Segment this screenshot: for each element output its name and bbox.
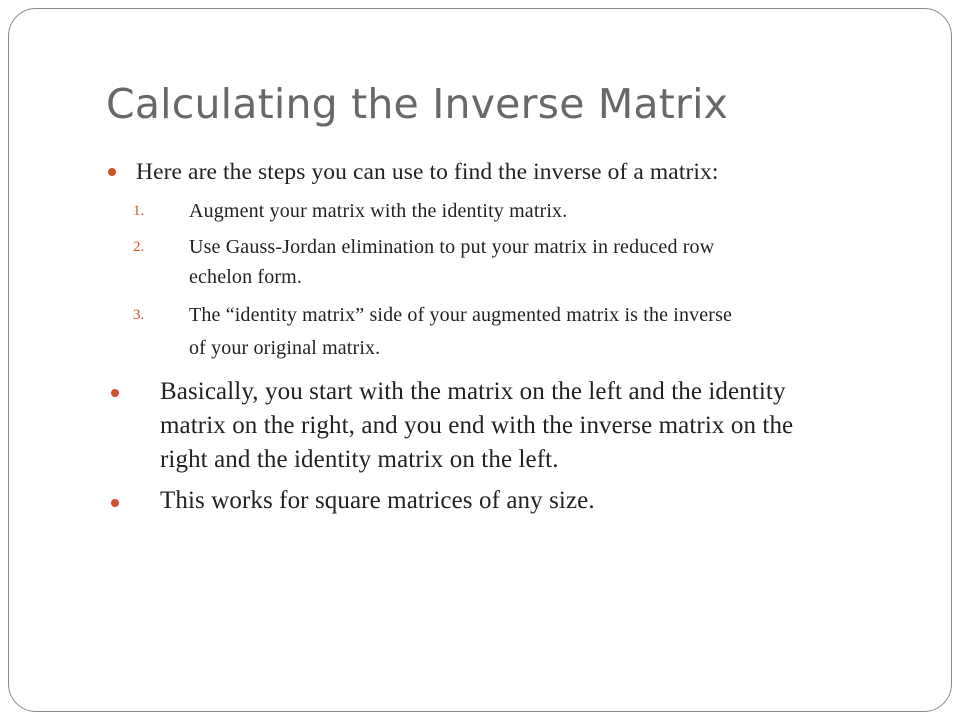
bullet-text: This works for square matrices of any size. <box>160 487 595 514</box>
step-text: Use Gauss-Jordan elimination to put your matrix in reduced row <box>189 236 715 258</box>
bullet-text: right and the identity matrix on the left. <box>160 446 559 473</box>
bullet-dot <box>111 389 119 397</box>
slide-title: Calculating the Inverse Matrix <box>106 80 729 128</box>
step-text: of your original matrix. <box>189 337 381 359</box>
step-text: The “identity matrix” side of your augmented matrix is the inverse <box>189 304 733 326</box>
intro-text: Here are the steps you can use to find the inverse of a matrix: <box>136 159 719 185</box>
step-number: 1. <box>133 203 145 219</box>
step-text: echelon form. <box>189 266 303 288</box>
step-number: 2. <box>133 239 145 255</box>
bullet-dot <box>108 168 116 176</box>
bullet-text: Basically, you start with the matrix on the left and the identity <box>160 378 786 405</box>
step-text: Augment your matrix with the identity matrix. <box>189 200 568 222</box>
step-number: 3. <box>133 307 145 323</box>
bullet-dot <box>111 499 119 507</box>
bullet-text: matrix on the right, and you end with the inverse matrix on the <box>160 412 794 439</box>
